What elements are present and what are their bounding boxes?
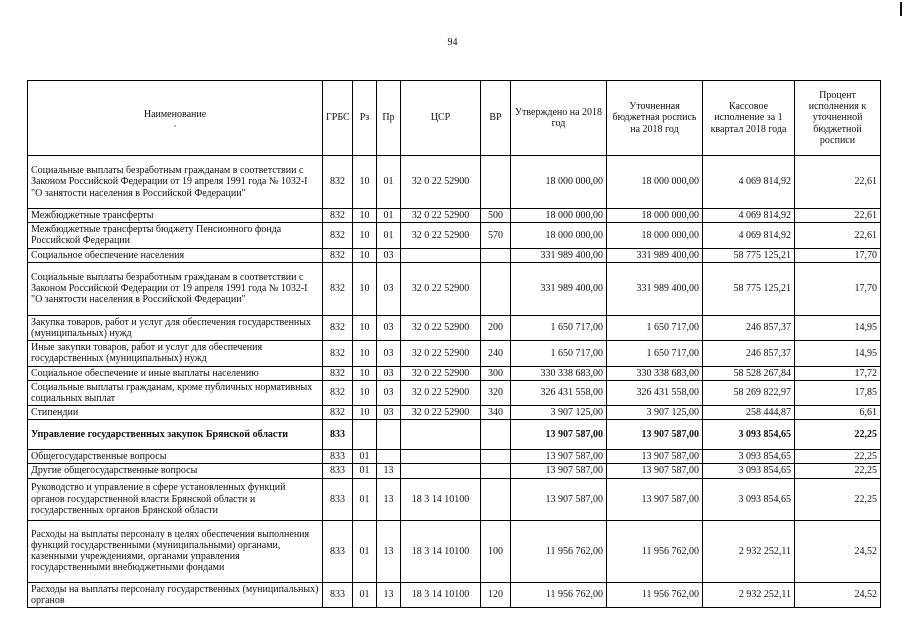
row-pr: 03 (377, 262, 401, 315)
row-approved: 326 431 558,00 (511, 380, 607, 405)
row-percent: 6,61 (795, 406, 881, 420)
row-cash: 4 069 814,92 (703, 223, 795, 248)
row-pr: 13 (377, 478, 401, 520)
row-cash: 3 093 854,65 (703, 420, 795, 450)
page-number: 94 (447, 37, 458, 48)
row-grbs: 832 (323, 315, 353, 340)
table-header-row (28, 81, 881, 156)
row-approved: 1 650 717,00 (511, 341, 607, 366)
row-name: Социальное обеспечение населения (28, 248, 323, 262)
row-grbs: 833 (323, 520, 353, 582)
row-vr (481, 478, 511, 520)
table-row (28, 156, 881, 209)
row-cash: 3 093 854,65 (703, 450, 795, 464)
row-csr: 18 3 14 10100 (401, 478, 481, 520)
row-percent: 22,25 (795, 464, 881, 478)
table-row (28, 209, 881, 223)
column-header-vr: ВР (481, 81, 511, 156)
row-cash: 246 857,37 (703, 341, 795, 366)
row-pr: 03 (377, 248, 401, 262)
row-name: Социальные выплаты гражданам, кроме публичных нормативных социальных выплат (28, 380, 323, 405)
table-row (28, 366, 881, 380)
row-pr: 13 (377, 582, 401, 607)
row-grbs: 832 (323, 248, 353, 262)
row-vr (481, 464, 511, 478)
row-rz: 01 (353, 450, 377, 464)
row-cash: 58 528 267,84 (703, 366, 795, 380)
row-grbs: 832 (323, 156, 353, 209)
row-pr: 13 (377, 520, 401, 582)
row-vr (481, 248, 511, 262)
row-csr: 32 0 22 52900 (401, 380, 481, 405)
row-vr (481, 450, 511, 464)
row-cash: 3 093 854,65 (703, 464, 795, 478)
row-approved: 13 907 587,00 (511, 464, 607, 478)
row-pr: 03 (377, 315, 401, 340)
row-refined: 331 989 400,00 (607, 248, 703, 262)
row-name: Межбюджетные трансферты бюджету Пенсионного фонда Российской Федерации (28, 223, 323, 248)
row-refined: 18 000 000,00 (607, 209, 703, 223)
row-rz: 10 (353, 406, 377, 420)
row-name: Руководство и управление в сфере установленных функций органов государственной власти Брянской области и государственных органов Брянской области (28, 478, 323, 520)
row-pr: 01 (377, 209, 401, 223)
row-approved: 331 989 400,00 (511, 248, 607, 262)
row-csr: 18 3 14 10100 (401, 582, 481, 607)
row-csr: 32 0 22 52900 (401, 223, 481, 248)
row-approved: 1 650 717,00 (511, 315, 607, 340)
row-cash: 58 775 125,21 (703, 248, 795, 262)
row-name: Расходы на выплаты персоналу в целях обеспечения выполнения функций государственными (муниципальными) органами, казенными учреждениями, органами управления государственными внебюджетными фондами (28, 520, 323, 582)
row-name: Межбюджетные трансферты (28, 209, 323, 223)
row-percent: 17,70 (795, 262, 881, 315)
row-percent: 17,70 (795, 248, 881, 262)
row-rz: 10 (353, 223, 377, 248)
row-refined: 3 907 125,00 (607, 406, 703, 420)
row-cash: 4 069 814,92 (703, 156, 795, 209)
column-header-grbs: ГРБС (323, 81, 353, 156)
row-pr: 03 (377, 380, 401, 405)
row-refined: 13 907 587,00 (607, 450, 703, 464)
row-grbs: 832 (323, 341, 353, 366)
row-approved: 11 956 762,00 (511, 582, 607, 607)
row-percent: 22,61 (795, 156, 881, 209)
column-header-csr: ЦСР (401, 81, 481, 156)
row-cash: 58 269 822,97 (703, 380, 795, 405)
table-row (28, 582, 881, 607)
row-cash: 58 775 125,21 (703, 262, 795, 315)
row-pr: 03 (377, 366, 401, 380)
row-name: Общегосударственные вопросы (28, 450, 323, 464)
row-rz: 10 (353, 209, 377, 223)
row-approved: 13 907 587,00 (511, 450, 607, 464)
row-name: Социальные выплаты безработным гражданам в соответствии с Законом Российской Федерации от 19 апреля 1991 года № 1032-I "О занятости населения в Российской Федерации" (28, 156, 323, 209)
row-vr (481, 420, 511, 450)
column-header-rz: Рз (353, 81, 377, 156)
row-grbs: 833 (323, 464, 353, 478)
row-refined: 13 907 587,00 (607, 420, 703, 450)
table-row (28, 420, 881, 450)
column-header-refined: Уточненная бюджетная роспись на 2018 год (607, 81, 703, 156)
row-grbs: 832 (323, 262, 353, 315)
row-csr: 32 0 22 52900 (401, 209, 481, 223)
row-name: Закупка товаров, работ и услуг для обеспечения государственных (муниципальных) нужд (28, 315, 323, 340)
row-pr (377, 450, 401, 464)
row-refined: 18 000 000,00 (607, 156, 703, 209)
table-row (28, 223, 881, 248)
row-rz: 10 (353, 380, 377, 405)
row-grbs: 833 (323, 420, 353, 450)
row-percent: 17,72 (795, 366, 881, 380)
row-rz: 10 (353, 366, 377, 380)
row-cash: 3 093 854,65 (703, 478, 795, 520)
row-name: Управление государственных закупок Брянской области (28, 420, 323, 450)
row-rz: 01 (353, 478, 377, 520)
row-cash: 246 857,37 (703, 315, 795, 340)
row-vr: 100 (481, 520, 511, 582)
row-vr (481, 156, 511, 209)
row-approved: 3 907 125,00 (511, 406, 607, 420)
row-approved: 13 907 587,00 (511, 420, 607, 450)
row-cash: 2 932 252,11 (703, 520, 795, 582)
row-percent: 22,25 (795, 450, 881, 464)
row-name: Другие общегосударственные вопросы (28, 464, 323, 478)
table-row (28, 315, 881, 340)
row-rz: 10 (353, 262, 377, 315)
row-csr (401, 450, 481, 464)
table-row (28, 464, 881, 478)
row-csr: 32 0 22 52900 (401, 262, 481, 315)
row-rz: 01 (353, 520, 377, 582)
row-percent: 22,61 (795, 223, 881, 248)
row-vr (481, 262, 511, 315)
row-vr: 500 (481, 209, 511, 223)
row-grbs: 832 (323, 209, 353, 223)
row-grbs: 832 (323, 380, 353, 405)
row-approved: 330 338 683,00 (511, 366, 607, 380)
row-percent: 14,95 (795, 315, 881, 340)
table-row (28, 406, 881, 420)
budget-execution-table (27, 80, 881, 608)
row-rz: 01 (353, 464, 377, 478)
table-row (28, 380, 881, 405)
row-vr: 240 (481, 341, 511, 366)
row-refined: 331 989 400,00 (607, 262, 703, 315)
table-row (28, 262, 881, 315)
page-edge-mark (900, 2, 902, 16)
row-csr: 32 0 22 52900 (401, 315, 481, 340)
row-vr: 200 (481, 315, 511, 340)
row-cash: 2 932 252,11 (703, 582, 795, 607)
row-vr: 340 (481, 406, 511, 420)
row-grbs: 832 (323, 223, 353, 248)
row-approved: 331 989 400,00 (511, 262, 607, 315)
row-rz: 10 (353, 156, 377, 209)
table-row (28, 248, 881, 262)
row-percent: 17,85 (795, 380, 881, 405)
row-vr: 300 (481, 366, 511, 380)
row-percent: 22,61 (795, 209, 881, 223)
table-row (28, 450, 881, 464)
row-refined: 1 650 717,00 (607, 341, 703, 366)
row-csr: 32 0 22 52900 (401, 406, 481, 420)
row-rz: 10 (353, 341, 377, 366)
row-refined: 13 907 587,00 (607, 464, 703, 478)
row-rz (353, 420, 377, 450)
row-grbs: 832 (323, 406, 353, 420)
row-vr: 120 (481, 582, 511, 607)
row-vr: 320 (481, 380, 511, 405)
row-csr: 18 3 14 10100 (401, 520, 481, 582)
row-name: Иные закупки товаров, работ и услуг для обеспечения государственных (муниципальных) нужд (28, 341, 323, 366)
row-csr (401, 464, 481, 478)
row-approved: 18 000 000,00 (511, 223, 607, 248)
row-csr (401, 420, 481, 450)
row-csr (401, 248, 481, 262)
column-header-pr: Пр (377, 81, 401, 156)
column-header-percent: Процент исполнения к уточненной бюджетной росписи (795, 81, 881, 156)
row-name: Социальное обеспечение и иные выплаты населению (28, 366, 323, 380)
row-percent: 22,25 (795, 420, 881, 450)
row-refined: 18 000 000,00 (607, 223, 703, 248)
table-row (28, 520, 881, 582)
row-approved: 18 000 000,00 (511, 209, 607, 223)
row-refined: 326 431 558,00 (607, 380, 703, 405)
row-approved: 18 000 000,00 (511, 156, 607, 209)
column-header-cash: Кассовое исполнение за 1 квартал 2018 года (703, 81, 795, 156)
row-refined: 330 338 683,00 (607, 366, 703, 380)
row-rz: 10 (353, 315, 377, 340)
row-rz: 01 (353, 582, 377, 607)
row-pr: 01 (377, 223, 401, 248)
row-refined: 11 956 762,00 (607, 582, 703, 607)
row-cash: 4 069 814,92 (703, 209, 795, 223)
row-refined: 1 650 717,00 (607, 315, 703, 340)
row-pr (377, 420, 401, 450)
row-percent: 22,25 (795, 478, 881, 520)
row-rz: 10 (353, 248, 377, 262)
row-approved: 13 907 587,00 (511, 478, 607, 520)
row-csr: 32 0 22 52900 (401, 341, 481, 366)
row-name: Стипендии (28, 406, 323, 420)
row-refined: 11 956 762,00 (607, 520, 703, 582)
row-name: Расходы на выплаты персоналу государственных (муниципальных) органов (28, 582, 323, 607)
row-percent: 24,52 (795, 582, 881, 607)
row-pr: 03 (377, 406, 401, 420)
row-name: Социальные выплаты безработным гражданам в соответствии с Законом Российской Федерации от 19 апреля 1991 года № 1032-I "О занятости населения в Российской Федерации" (28, 262, 323, 315)
table-row (28, 478, 881, 520)
row-grbs: 833 (323, 478, 353, 520)
row-vr: 570 (481, 223, 511, 248)
column-header-approved: Утверждено на 2018 год (511, 81, 607, 156)
row-pr: 13 (377, 464, 401, 478)
row-grbs: 832 (323, 366, 353, 380)
table-row (28, 341, 881, 366)
row-refined: 13 907 587,00 (607, 478, 703, 520)
row-grbs: 833 (323, 582, 353, 607)
row-grbs: 833 (323, 450, 353, 464)
row-pr: 01 (377, 156, 401, 209)
row-csr: 32 0 22 52900 (401, 156, 481, 209)
row-pr: 03 (377, 341, 401, 366)
row-csr: 32 0 22 52900 (401, 366, 481, 380)
row-percent: 14,95 (795, 341, 881, 366)
row-cash: 258 444,87 (703, 406, 795, 420)
row-approved: 11 956 762,00 (511, 520, 607, 582)
row-percent: 24,52 (795, 520, 881, 582)
column-header-name: Наименование , (28, 81, 323, 156)
